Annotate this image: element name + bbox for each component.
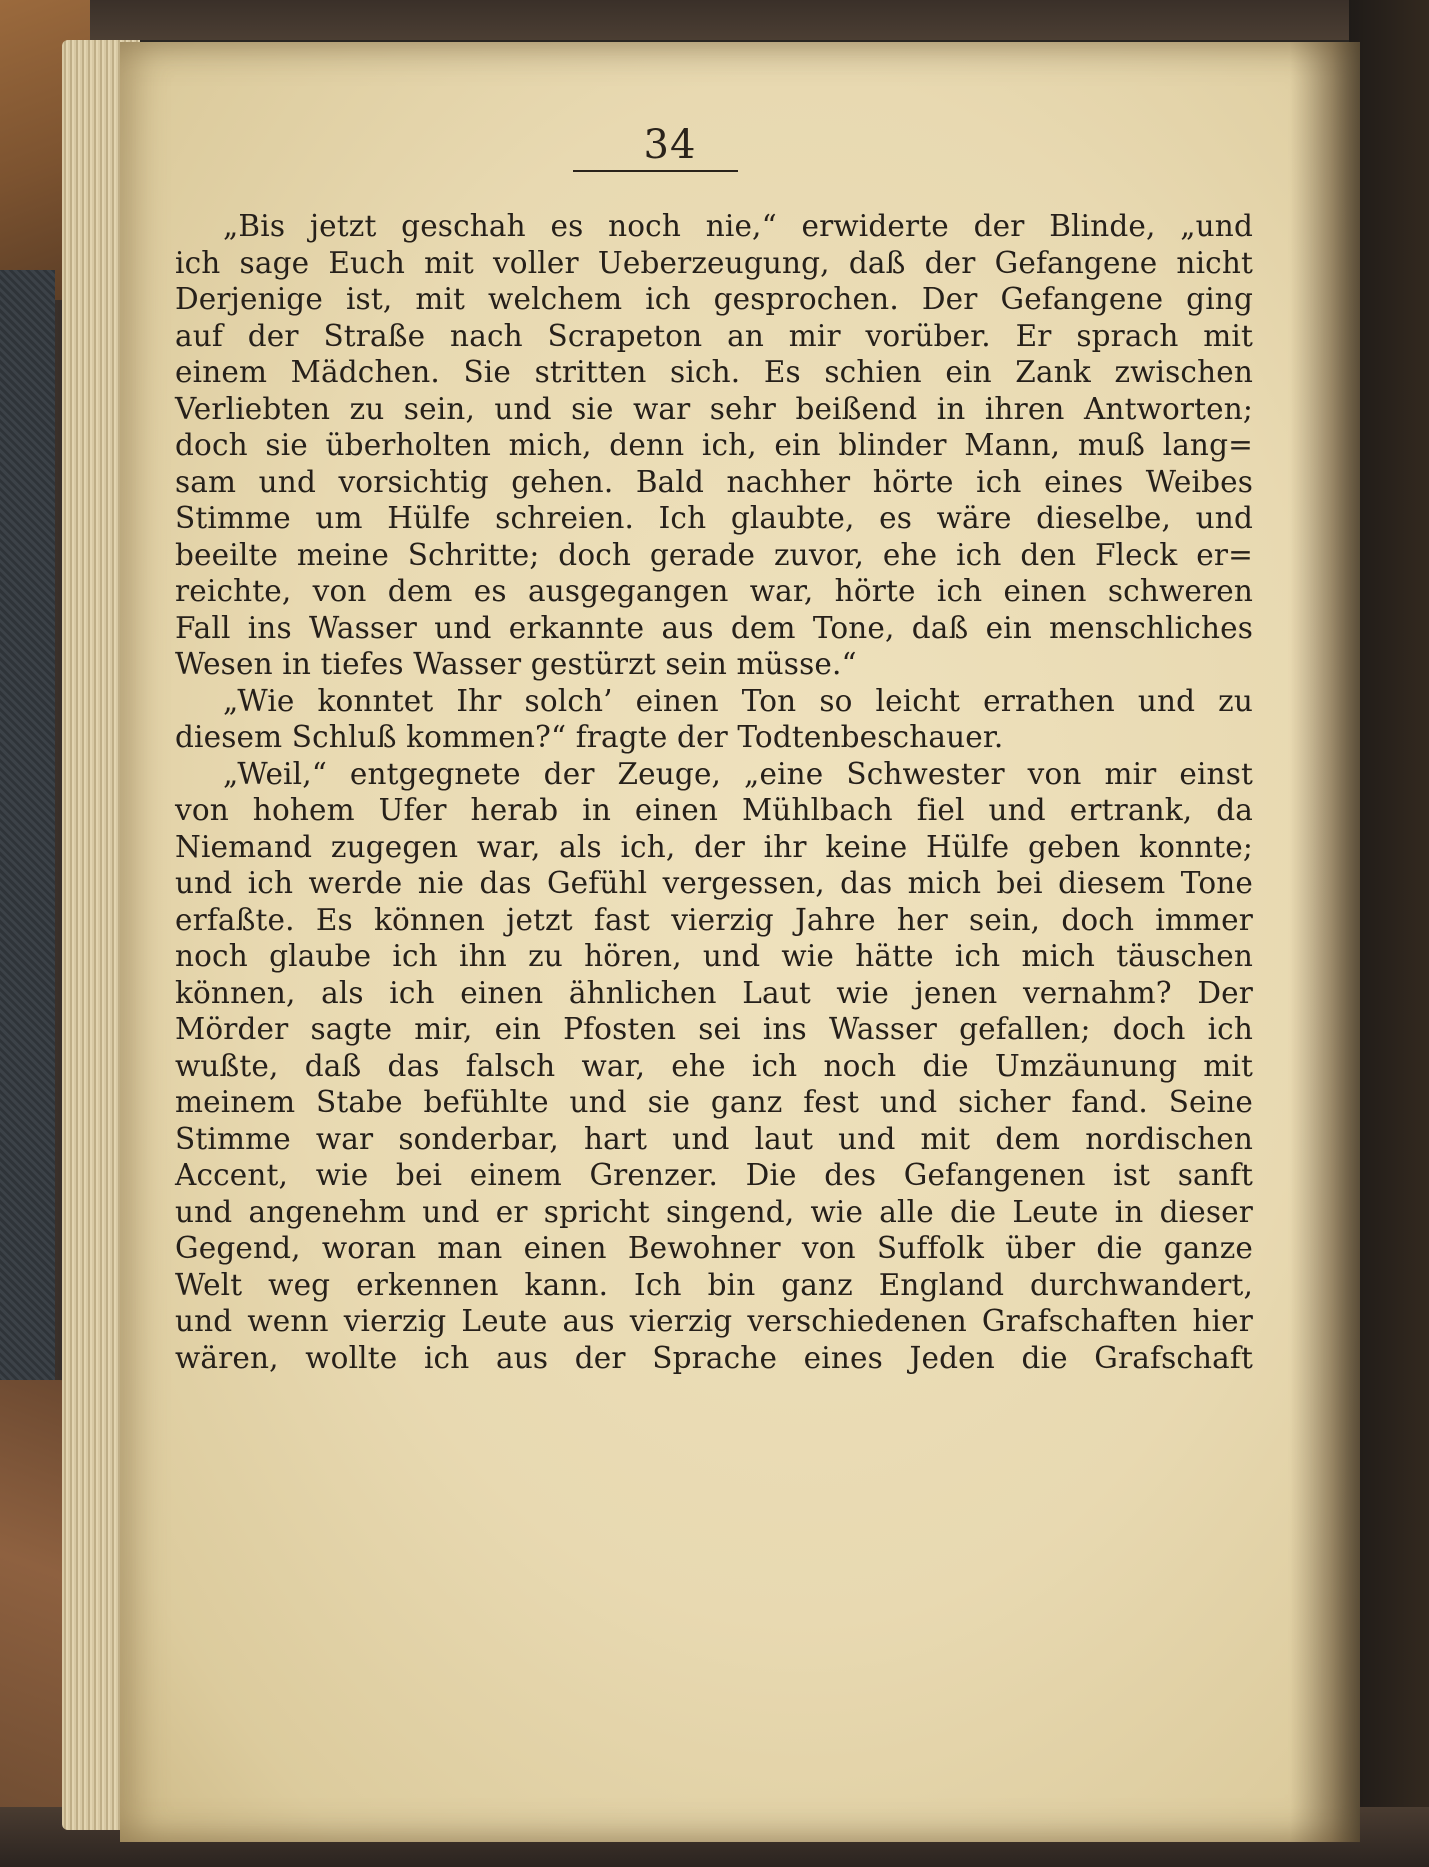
text-line: sam und vorsichtig gehen. Bald nachher hörte ich eines Weibes [175, 464, 1253, 499]
text-line: wären, wollte ich aus der Sprache eines Jeden die Grafschaft [175, 1340, 1253, 1375]
text-line: „Weil,“ entgegnete der Zeuge, „eine Schwester von mir einst [223, 756, 1253, 791]
text-line: Stimme war sonderbar, hart und laut und mit dem nordischen [175, 1121, 1253, 1156]
book-cover-top [0, 0, 1429, 40]
text-line: Welt weg erkennen kann. Ich bin ganz England durchwandert, [175, 1267, 1253, 1302]
text-line: beeilte meine Schritte; doch gerade zuvor, ehe ich den Fleck er= [175, 537, 1253, 572]
text-line: Gegend, woran man einen Bewohner von Suffolk über die ganze [175, 1231, 1253, 1265]
text-line: und ich werde nie das Gefühl vergessen, das mich bei diesem Tone [175, 866, 1253, 900]
page-number: 34 [643, 122, 697, 168]
page-number-rule [573, 170, 738, 172]
text-line: Wesen in tiefes Wasser gestürzt sein müsse.“ [175, 647, 857, 681]
text-line: „Bis jetzt geschah es noch nie,“ erwiderte der Blinde, „und [223, 209, 1253, 243]
text-line: einem Mädchen. Sie stritten sich. Es schien ein Zank zwischen [175, 355, 1253, 389]
text-line: Derjenige ist, mit welchem ich gesprochen. Der Gefangene ging [175, 282, 1253, 316]
text-line: Accent, wie bei einem Grenzer. Die des Gefangenen ist sanft [175, 1158, 1253, 1192]
text-line: Stimme um Hülfe schreien. Ich glaubte, es wäre dieselbe, und [175, 501, 1253, 535]
text-line: und wenn vierzig Leute aus vierzig verschiedenen Grafschaften hier [175, 1304, 1253, 1338]
text-line: Mörder sagte mir, ein Pfosten sei ins Wasser gefallen; doch ich [175, 1012, 1253, 1046]
text-line: diesem Schluß kommen?“ fragte der Todtenbeschauer. [175, 720, 1004, 754]
gutter-shadow [1290, 42, 1360, 1842]
text-line: erfaßte. Es können jetzt fast vierzig Jahre her sein, doch immer [175, 902, 1253, 937]
text-line: Fall ins Wasser und erkannte aus dem Tone, daß ein menschliches [175, 610, 1253, 645]
text-line: Verliebten zu sein, und sie war sehr beißend in ihren Antworten; [175, 391, 1253, 426]
text-line: wußte, daß das falsch war, ehe ich noch die Umzäunung mit [175, 1048, 1253, 1083]
text-line: können, als ich einen ähnlichen Laut wie jenen vernahm? Der [175, 975, 1253, 1010]
text-line: „Wie konntet Ihr solch’ einen Ton so leicht errathen und zu [223, 683, 1253, 718]
body-text [175, 208, 1253, 1376]
text-line: doch sie überholten mich, denn ich, ein blinder Mann, muß lang= [175, 428, 1253, 462]
text-line: meinem Stabe befühlte und sie ganz fest und sicher fand. Seine [175, 1085, 1253, 1119]
text-line: auf der Straße nach Scrapeton an mir vorüber. Er sprach mit [175, 318, 1253, 353]
text-line: noch glaube ich ihn zu hören, und wie hätte ich mich täuschen [175, 939, 1253, 973]
text-line: reichte, von dem es ausgegangen war, hörte ich einen schweren [175, 574, 1253, 608]
cloth-binding [0, 270, 55, 1420]
text-line: und angenehm und er spricht singend, wie alle die Leute in dieser [175, 1194, 1253, 1229]
text-line: Niemand zugegen war, als ich, der ihr keine Hülfe geben konnte; [175, 829, 1253, 864]
text-line: von hohem Ufer herab in einen Mühlbach fiel und ertrank, da [175, 793, 1253, 827]
book-cover-right [1349, 0, 1429, 1867]
text-line: ich sage Euch mit voller Ueberzeugung, daß der Gefangene nicht [175, 245, 1253, 280]
